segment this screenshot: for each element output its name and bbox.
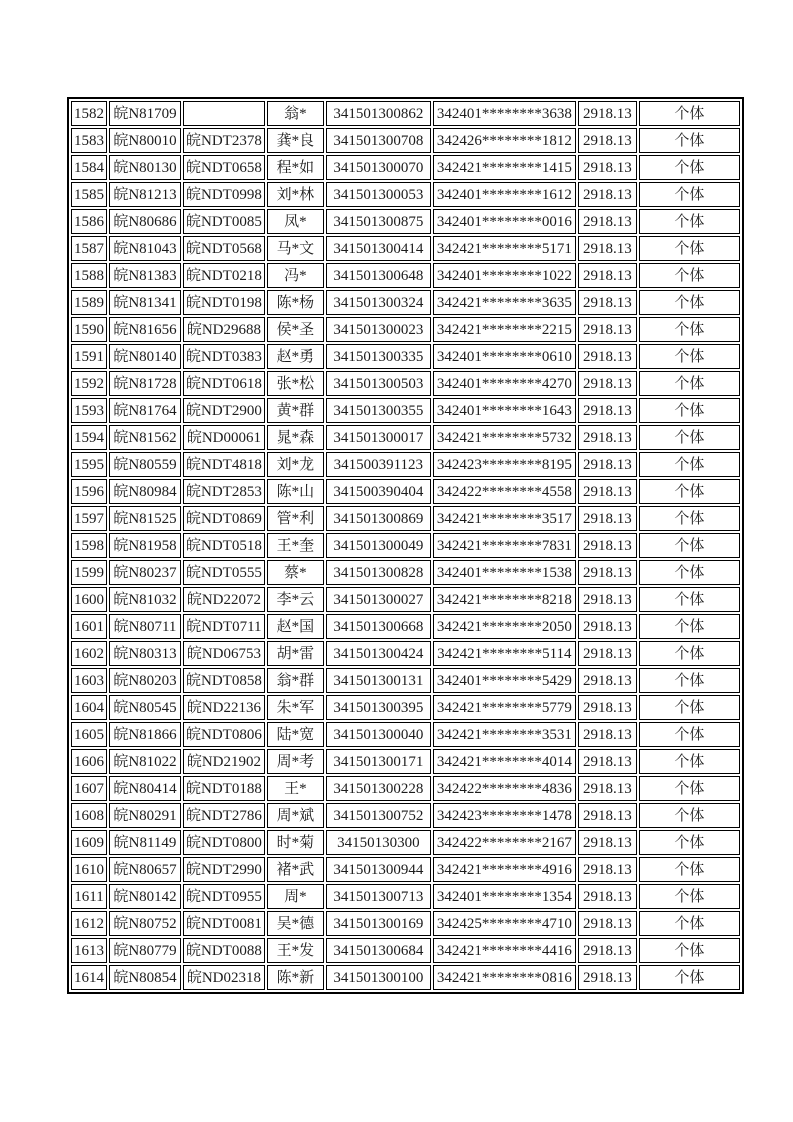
table-row [71, 560, 740, 585]
serial-number-cell: 341501300414 [326, 236, 431, 261]
masked-name-cell: 王*发 [267, 938, 324, 963]
table-row [71, 722, 740, 747]
table-row [71, 803, 740, 828]
masked-id-number-cell: 342422********2167 [433, 830, 576, 855]
owner-type-cell: 个体 [639, 344, 740, 369]
masked-name-cell: 黄*群 [267, 398, 324, 423]
masked-name-cell: 冯* [267, 263, 324, 288]
amount-cell: 2918.13 [578, 560, 637, 585]
vehicle-code-cell: 皖NDT2900 [183, 398, 265, 423]
vehicle-code-cell: 皖ND29688 [183, 317, 265, 342]
masked-id-number-cell: 342423********8195 [433, 452, 576, 477]
row-number-cell: 1587 [71, 236, 107, 261]
vehicle-code-cell: 皖ND00061 [183, 425, 265, 450]
amount-cell: 2918.13 [578, 236, 637, 261]
masked-id-number-cell: 342426********1812 [433, 128, 576, 153]
serial-number-cell: 341501300053 [326, 182, 431, 207]
table-row [71, 128, 740, 153]
table-row [71, 857, 740, 882]
row-number-cell: 1598 [71, 533, 107, 558]
row-number-cell: 1588 [71, 263, 107, 288]
row-number-cell: 1595 [71, 452, 107, 477]
masked-id-number-cell: 342421********8218 [433, 587, 576, 612]
masked-name-cell: 龚*良 [267, 128, 324, 153]
serial-number-cell: 341501300131 [326, 668, 431, 693]
table-body [71, 101, 740, 990]
row-number-cell: 1596 [71, 479, 107, 504]
serial-number-cell: 341501300355 [326, 398, 431, 423]
row-number-cell: 1592 [71, 371, 107, 396]
table-row [71, 776, 740, 801]
masked-name-cell: 侯*圣 [267, 317, 324, 342]
row-number-cell: 1597 [71, 506, 107, 531]
table-row [71, 641, 740, 666]
plate-number-cell: 皖N81213 [109, 182, 181, 207]
vehicle-code-cell: 皖ND22072 [183, 587, 265, 612]
amount-cell: 2918.13 [578, 182, 637, 207]
masked-id-number-cell: 342401********1643 [433, 398, 576, 423]
masked-name-cell: 陆*宽 [267, 722, 324, 747]
owner-type-cell: 个体 [639, 722, 740, 747]
vehicle-code-cell: 皖NDT0218 [183, 263, 265, 288]
masked-name-cell: 程*如 [267, 155, 324, 180]
vehicle-code-cell: 皖NDT0518 [183, 533, 265, 558]
vehicle-code-cell: 皖ND02318 [183, 965, 265, 990]
table-row [71, 101, 740, 126]
masked-id-number-cell: 342401********1354 [433, 884, 576, 909]
amount-cell: 2918.13 [578, 371, 637, 396]
masked-name-cell: 晁*森 [267, 425, 324, 450]
plate-number-cell: 皖N80291 [109, 803, 181, 828]
serial-number-cell: 341501300684 [326, 938, 431, 963]
row-number-cell: 1582 [71, 101, 107, 126]
row-number-cell: 1613 [71, 938, 107, 963]
amount-cell: 2918.13 [578, 128, 637, 153]
serial-number-cell: 341501300875 [326, 209, 431, 234]
vehicle-code-cell: 皖NDT2853 [183, 479, 265, 504]
vehicle-code-cell: 皖NDT0085 [183, 209, 265, 234]
table-row [71, 884, 740, 909]
vehicle-code-cell: 皖ND21902 [183, 749, 265, 774]
table-row [71, 479, 740, 504]
plate-number-cell: 皖N80203 [109, 668, 181, 693]
row-number-cell: 1612 [71, 911, 107, 936]
masked-id-number-cell: 342401********1022 [433, 263, 576, 288]
masked-name-cell: 王* [267, 776, 324, 801]
vehicle-code-cell: 皖NDT0806 [183, 722, 265, 747]
row-number-cell: 1586 [71, 209, 107, 234]
row-number-cell: 1604 [71, 695, 107, 720]
amount-cell: 2918.13 [578, 911, 637, 936]
vehicle-code-cell: 皖NDT0998 [183, 182, 265, 207]
owner-type-cell: 个体 [639, 695, 740, 720]
masked-name-cell: 胡*雷 [267, 641, 324, 666]
vehicle-code-cell: 皖NDT0198 [183, 290, 265, 315]
serial-number-cell: 341501300040 [326, 722, 431, 747]
vehicle-code-cell: 皖NDT0618 [183, 371, 265, 396]
plate-number-cell: 皖N81866 [109, 722, 181, 747]
amount-cell: 2918.13 [578, 317, 637, 342]
plate-number-cell: 皖N81525 [109, 506, 181, 531]
amount-cell: 2918.13 [578, 398, 637, 423]
amount-cell: 2918.13 [578, 587, 637, 612]
row-number-cell: 1602 [71, 641, 107, 666]
plate-number-cell: 皖N80559 [109, 452, 181, 477]
masked-name-cell: 陈*杨 [267, 290, 324, 315]
owner-type-cell: 个体 [639, 749, 740, 774]
vehicle-code-cell: 皖NDT4818 [183, 452, 265, 477]
row-number-cell: 1606 [71, 749, 107, 774]
masked-id-number-cell: 342421********3531 [433, 722, 576, 747]
table-row [71, 398, 740, 423]
plate-number-cell: 皖N80010 [109, 128, 181, 153]
plate-number-cell: 皖N80711 [109, 614, 181, 639]
masked-name-cell: 吴*德 [267, 911, 324, 936]
vehicle-code-cell: 皖ND22136 [183, 695, 265, 720]
serial-number-cell: 341501300708 [326, 128, 431, 153]
table-row [71, 533, 740, 558]
masked-id-number-cell: 342425********4710 [433, 911, 576, 936]
table-row [71, 263, 740, 288]
masked-name-cell: 张*松 [267, 371, 324, 396]
owner-type-cell: 个体 [639, 857, 740, 882]
table-row [71, 155, 740, 180]
plate-number-cell: 皖N80686 [109, 209, 181, 234]
amount-cell: 2918.13 [578, 344, 637, 369]
amount-cell: 2918.13 [578, 722, 637, 747]
masked-name-cell: 刘*林 [267, 182, 324, 207]
serial-number-cell: 341501300828 [326, 560, 431, 585]
table-row [71, 506, 740, 531]
owner-type-cell: 个体 [639, 371, 740, 396]
serial-number-cell: 341501300049 [326, 533, 431, 558]
serial-number-cell: 341501300395 [326, 695, 431, 720]
table-row [71, 209, 740, 234]
masked-id-number-cell: 342421********3517 [433, 506, 576, 531]
serial-number-cell: 341501300752 [326, 803, 431, 828]
owner-type-cell: 个体 [639, 830, 740, 855]
plate-number-cell: 皖N80545 [109, 695, 181, 720]
row-number-cell: 1585 [71, 182, 107, 207]
serial-number-cell: 341500391123 [326, 452, 431, 477]
table-row [71, 236, 740, 261]
masked-name-cell: 蔡* [267, 560, 324, 585]
masked-name-cell: 陈*新 [267, 965, 324, 990]
plate-number-cell: 皖N80130 [109, 155, 181, 180]
masked-name-cell: 朱*军 [267, 695, 324, 720]
owner-type-cell: 个体 [639, 128, 740, 153]
owner-type-cell: 个体 [639, 479, 740, 504]
vehicle-code-cell: 皖NDT0383 [183, 344, 265, 369]
plate-number-cell: 皖N80140 [109, 344, 181, 369]
amount-cell: 2918.13 [578, 749, 637, 774]
amount-cell: 2918.13 [578, 209, 637, 234]
masked-name-cell: 陈*山 [267, 479, 324, 504]
row-number-cell: 1593 [71, 398, 107, 423]
serial-number-cell: 341501300862 [326, 101, 431, 126]
vehicle-code-cell [183, 101, 265, 126]
plate-number-cell: 皖N81022 [109, 749, 181, 774]
amount-cell: 2918.13 [578, 965, 637, 990]
masked-name-cell: 褚*武 [267, 857, 324, 882]
owner-type-cell: 个体 [639, 533, 740, 558]
serial-number-cell: 341501300713 [326, 884, 431, 909]
row-number-cell: 1608 [71, 803, 107, 828]
vehicle-code-cell: 皖ND06753 [183, 641, 265, 666]
serial-number-cell: 34150130300 [326, 830, 431, 855]
masked-id-number-cell: 342401********3638 [433, 101, 576, 126]
serial-number-cell: 341501300017 [326, 425, 431, 450]
plate-number-cell: 皖N81149 [109, 830, 181, 855]
owner-type-cell: 个体 [639, 938, 740, 963]
serial-number-cell: 341501300424 [326, 641, 431, 666]
owner-type-cell: 个体 [639, 668, 740, 693]
vehicle-code-cell: 皖NDT0858 [183, 668, 265, 693]
vehicle-code-cell: 皖NDT0088 [183, 938, 265, 963]
owner-type-cell: 个体 [639, 587, 740, 612]
serial-number-cell: 341501300027 [326, 587, 431, 612]
amount-cell: 2918.13 [578, 155, 637, 180]
serial-number-cell: 341501300169 [326, 911, 431, 936]
masked-id-number-cell: 342423********1478 [433, 803, 576, 828]
masked-id-number-cell: 342421********5171 [433, 236, 576, 261]
masked-id-number-cell: 342421********4014 [433, 749, 576, 774]
plate-number-cell: 皖N80237 [109, 560, 181, 585]
vehicle-code-cell: 皖NDT0869 [183, 506, 265, 531]
masked-id-number-cell: 342421********2215 [433, 317, 576, 342]
row-number-cell: 1591 [71, 344, 107, 369]
row-number-cell: 1600 [71, 587, 107, 612]
plate-number-cell: 皖N81562 [109, 425, 181, 450]
owner-type-cell: 个体 [639, 182, 740, 207]
masked-id-number-cell: 342421********7831 [433, 533, 576, 558]
table-row [71, 371, 740, 396]
amount-cell: 2918.13 [578, 938, 637, 963]
owner-type-cell: 个体 [639, 236, 740, 261]
row-number-cell: 1583 [71, 128, 107, 153]
amount-cell: 2918.13 [578, 776, 637, 801]
masked-name-cell: 王*奎 [267, 533, 324, 558]
plate-number-cell: 皖N80984 [109, 479, 181, 504]
masked-name-cell: 时*菊 [267, 830, 324, 855]
owner-type-cell: 个体 [639, 884, 740, 909]
table-row [71, 587, 740, 612]
masked-name-cell: 翁* [267, 101, 324, 126]
amount-cell: 2918.13 [578, 884, 637, 909]
serial-number-cell: 341500390404 [326, 479, 431, 504]
serial-number-cell: 341501300335 [326, 344, 431, 369]
owner-type-cell: 个体 [639, 398, 740, 423]
owner-type-cell: 个体 [639, 911, 740, 936]
row-number-cell: 1601 [71, 614, 107, 639]
masked-name-cell: 翁*群 [267, 668, 324, 693]
masked-id-number-cell: 342421********5114 [433, 641, 576, 666]
plate-number-cell: 皖N81764 [109, 398, 181, 423]
amount-cell: 2918.13 [578, 695, 637, 720]
amount-cell: 2918.13 [578, 479, 637, 504]
row-number-cell: 1610 [71, 857, 107, 882]
plate-number-cell: 皖N80657 [109, 857, 181, 882]
amount-cell: 2918.13 [578, 263, 637, 288]
vehicle-code-cell: 皖NDT0188 [183, 776, 265, 801]
vehicle-code-cell: 皖NDT0711 [183, 614, 265, 639]
masked-id-number-cell: 342422********4558 [433, 479, 576, 504]
plate-number-cell: 皖N80752 [109, 911, 181, 936]
table-row [71, 911, 740, 936]
plate-number-cell: 皖N80313 [109, 641, 181, 666]
owner-type-cell: 个体 [639, 101, 740, 126]
masked-id-number-cell: 342421********4916 [433, 857, 576, 882]
plate-number-cell: 皖N80414 [109, 776, 181, 801]
vehicle-code-cell: 皖NDT2786 [183, 803, 265, 828]
row-number-cell: 1603 [71, 668, 107, 693]
masked-id-number-cell: 342401********0016 [433, 209, 576, 234]
plate-number-cell: 皖N80142 [109, 884, 181, 909]
masked-name-cell: 赵*国 [267, 614, 324, 639]
amount-cell: 2918.13 [578, 101, 637, 126]
masked-id-number-cell: 342401********1538 [433, 560, 576, 585]
plate-number-cell: 皖N81383 [109, 263, 181, 288]
masked-id-number-cell: 342401********1612 [433, 182, 576, 207]
plate-number-cell: 皖N81032 [109, 587, 181, 612]
plate-number-cell: 皖N80779 [109, 938, 181, 963]
serial-number-cell: 341501300944 [326, 857, 431, 882]
amount-cell: 2918.13 [578, 290, 637, 315]
owner-type-cell: 个体 [639, 425, 740, 450]
serial-number-cell: 341501300171 [326, 749, 431, 774]
masked-name-cell: 凤* [267, 209, 324, 234]
serial-number-cell: 341501300023 [326, 317, 431, 342]
row-number-cell: 1609 [71, 830, 107, 855]
plate-number-cell: 皖N81341 [109, 290, 181, 315]
serial-number-cell: 341501300668 [326, 614, 431, 639]
masked-id-number-cell: 342421********1415 [433, 155, 576, 180]
benefit-roster-table [67, 97, 744, 994]
owner-type-cell: 个体 [639, 614, 740, 639]
amount-cell: 2918.13 [578, 830, 637, 855]
owner-type-cell: 个体 [639, 452, 740, 477]
table-row [71, 425, 740, 450]
masked-name-cell: 管*利 [267, 506, 324, 531]
row-number-cell: 1590 [71, 317, 107, 342]
masked-id-number-cell: 342421********5732 [433, 425, 576, 450]
table-row [71, 344, 740, 369]
amount-cell: 2918.13 [578, 857, 637, 882]
vehicle-code-cell: 皖NDT0658 [183, 155, 265, 180]
row-number-cell: 1607 [71, 776, 107, 801]
serial-number-cell: 341501300100 [326, 965, 431, 990]
table-row [71, 695, 740, 720]
table-row [71, 317, 740, 342]
amount-cell: 2918.13 [578, 506, 637, 531]
masked-id-number-cell: 342401********5429 [433, 668, 576, 693]
serial-number-cell: 341501300228 [326, 776, 431, 801]
serial-number-cell: 341501300070 [326, 155, 431, 180]
masked-name-cell: 赵*勇 [267, 344, 324, 369]
table-row [71, 614, 740, 639]
plate-number-cell: 皖N81043 [109, 236, 181, 261]
owner-type-cell: 个体 [639, 803, 740, 828]
row-number-cell: 1605 [71, 722, 107, 747]
plate-number-cell: 皖N81958 [109, 533, 181, 558]
table-row [71, 749, 740, 774]
masked-name-cell: 李*云 [267, 587, 324, 612]
masked-name-cell: 周*考 [267, 749, 324, 774]
masked-id-number-cell: 342421********2050 [433, 614, 576, 639]
masked-id-number-cell: 342421********4416 [433, 938, 576, 963]
masked-name-cell: 周*斌 [267, 803, 324, 828]
row-number-cell: 1589 [71, 290, 107, 315]
owner-type-cell: 个体 [639, 506, 740, 531]
vehicle-code-cell: 皖NDT0555 [183, 560, 265, 585]
row-number-cell: 1611 [71, 884, 107, 909]
row-number-cell: 1594 [71, 425, 107, 450]
vehicle-code-cell: 皖NDT0568 [183, 236, 265, 261]
plate-number-cell: 皖N80854 [109, 965, 181, 990]
masked-id-number-cell: 342401********4270 [433, 371, 576, 396]
serial-number-cell: 341501300324 [326, 290, 431, 315]
vehicle-code-cell: 皖NDT0955 [183, 884, 265, 909]
owner-type-cell: 个体 [639, 560, 740, 585]
masked-id-number-cell: 342421********0816 [433, 965, 576, 990]
masked-name-cell: 马*文 [267, 236, 324, 261]
owner-type-cell: 个体 [639, 209, 740, 234]
serial-number-cell: 341501300503 [326, 371, 431, 396]
plate-number-cell: 皖N81656 [109, 317, 181, 342]
amount-cell: 2918.13 [578, 533, 637, 558]
plate-number-cell: 皖N81709 [109, 101, 181, 126]
row-number-cell: 1584 [71, 155, 107, 180]
table-row [71, 182, 740, 207]
masked-id-number-cell: 342401********0610 [433, 344, 576, 369]
owner-type-cell: 个体 [639, 776, 740, 801]
vehicle-code-cell: 皖NDT2378 [183, 128, 265, 153]
amount-cell: 2918.13 [578, 803, 637, 828]
row-number-cell: 1599 [71, 560, 107, 585]
masked-name-cell: 刘*龙 [267, 452, 324, 477]
masked-id-number-cell: 342422********4836 [433, 776, 576, 801]
vehicle-code-cell: 皖NDT2990 [183, 857, 265, 882]
amount-cell: 2918.13 [578, 452, 637, 477]
masked-id-number-cell: 342421********3635 [433, 290, 576, 315]
table-row [71, 452, 740, 477]
owner-type-cell: 个体 [639, 641, 740, 666]
masked-id-number-cell: 342421********5779 [433, 695, 576, 720]
owner-type-cell: 个体 [639, 155, 740, 180]
serial-number-cell: 341501300869 [326, 506, 431, 531]
amount-cell: 2918.13 [578, 425, 637, 450]
table-row [71, 290, 740, 315]
amount-cell: 2918.13 [578, 668, 637, 693]
masked-name-cell: 周* [267, 884, 324, 909]
owner-type-cell: 个体 [639, 263, 740, 288]
table-row [71, 830, 740, 855]
table-row [71, 938, 740, 963]
amount-cell: 2918.13 [578, 614, 637, 639]
plate-number-cell: 皖N81728 [109, 371, 181, 396]
row-number-cell: 1614 [71, 965, 107, 990]
owner-type-cell: 个体 [639, 965, 740, 990]
vehicle-code-cell: 皖NDT0800 [183, 830, 265, 855]
amount-cell: 2918.13 [578, 641, 637, 666]
table-row [71, 965, 740, 990]
vehicle-code-cell: 皖NDT0081 [183, 911, 265, 936]
table-row [71, 668, 740, 693]
owner-type-cell: 个体 [639, 317, 740, 342]
serial-number-cell: 341501300648 [326, 263, 431, 288]
owner-type-cell: 个体 [639, 290, 740, 315]
